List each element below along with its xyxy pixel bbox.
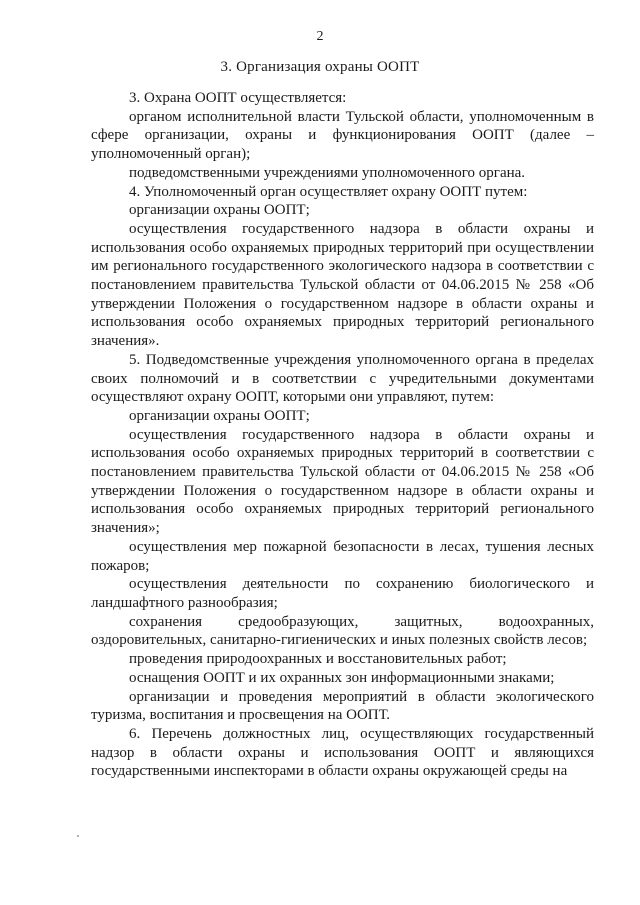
paragraph: оснащения ООПТ и их охранных зон информационными знаками; xyxy=(129,669,555,686)
paragraph: органом исполнительной власти Тульской области, уполномоченным в сфере организации, охраны и функционирования ООПТ (далее – уполномоченный орган); xyxy=(91,108,594,163)
paragraph: осуществления мер пожарной безопасности в лесах, тушения лесных пожаров; xyxy=(91,538,594,574)
page-number: 2 xyxy=(316,29,324,44)
paragraph: сохранения средообразующих, защитных, водоохранных, оздоровительных, санитарно-гигиенических и иных полезных свойств лесов; xyxy=(91,613,594,649)
paragraph: осуществления государственного надзора в области охраны и использования особо охраняемых природных территорий в соответствии с постановлением правительства Тульской области от 04.06.2015 № 258 «Об утверждении Положения о государственном надзоре в области охраны и использования особо охраняемых природных территорий регионального значения»; xyxy=(91,426,594,537)
paragraph: подведомственными учреждениями уполномоченного органа. xyxy=(129,164,526,181)
body-text xyxy=(91,89,594,781)
section-title: 3. Организация охраны ООПТ xyxy=(220,59,420,75)
paragraph: осуществления государственного надзора в области охраны и использования особо охраняемых природных территорий при осуществлении им регионального государственного экологического надзора в соответствии с постановлением правительства Тульской области от 04.06.2015 № 258 «Об утверждении Положения о государственном надзоре в области охраны и использования особо охраняемых природных территорий регионального значения». xyxy=(91,220,594,350)
paragraph: организации охраны ООПТ; xyxy=(129,202,310,219)
scan-speck xyxy=(77,835,79,837)
paragraph: 6. Перечень должностных лиц, осуществляющих государственный надзор в области охраны и использования ООПТ и являющихся государственными инспекторами в области охраны окружающей среды на xyxy=(91,725,594,780)
paragraph: 4. Уполномоченный орган осуществляет охрану ООПТ путем: xyxy=(129,183,528,200)
paragraph: 3. Охрана ООПТ осуществляется: xyxy=(129,90,347,106)
paragraph: осуществления деятельности по сохранению биологического и ландшафтного разнообразия; xyxy=(91,576,594,611)
paragraph: проведения природоохранных и восстановительных работ; xyxy=(129,651,507,668)
paragraph: 5. Подведомственные учреждения уполномоченного органа в пределах своих полномочий и в соответствии с учредительными документами осуществляют охрану ООПТ, которыми они управляют, путем: xyxy=(91,351,594,406)
paragraph: организации охраны ООПТ; xyxy=(129,407,310,424)
paragraph: организации и проведения мероприятий в области экологического туризма, воспитания и просвещения на ООПТ. xyxy=(91,688,594,724)
